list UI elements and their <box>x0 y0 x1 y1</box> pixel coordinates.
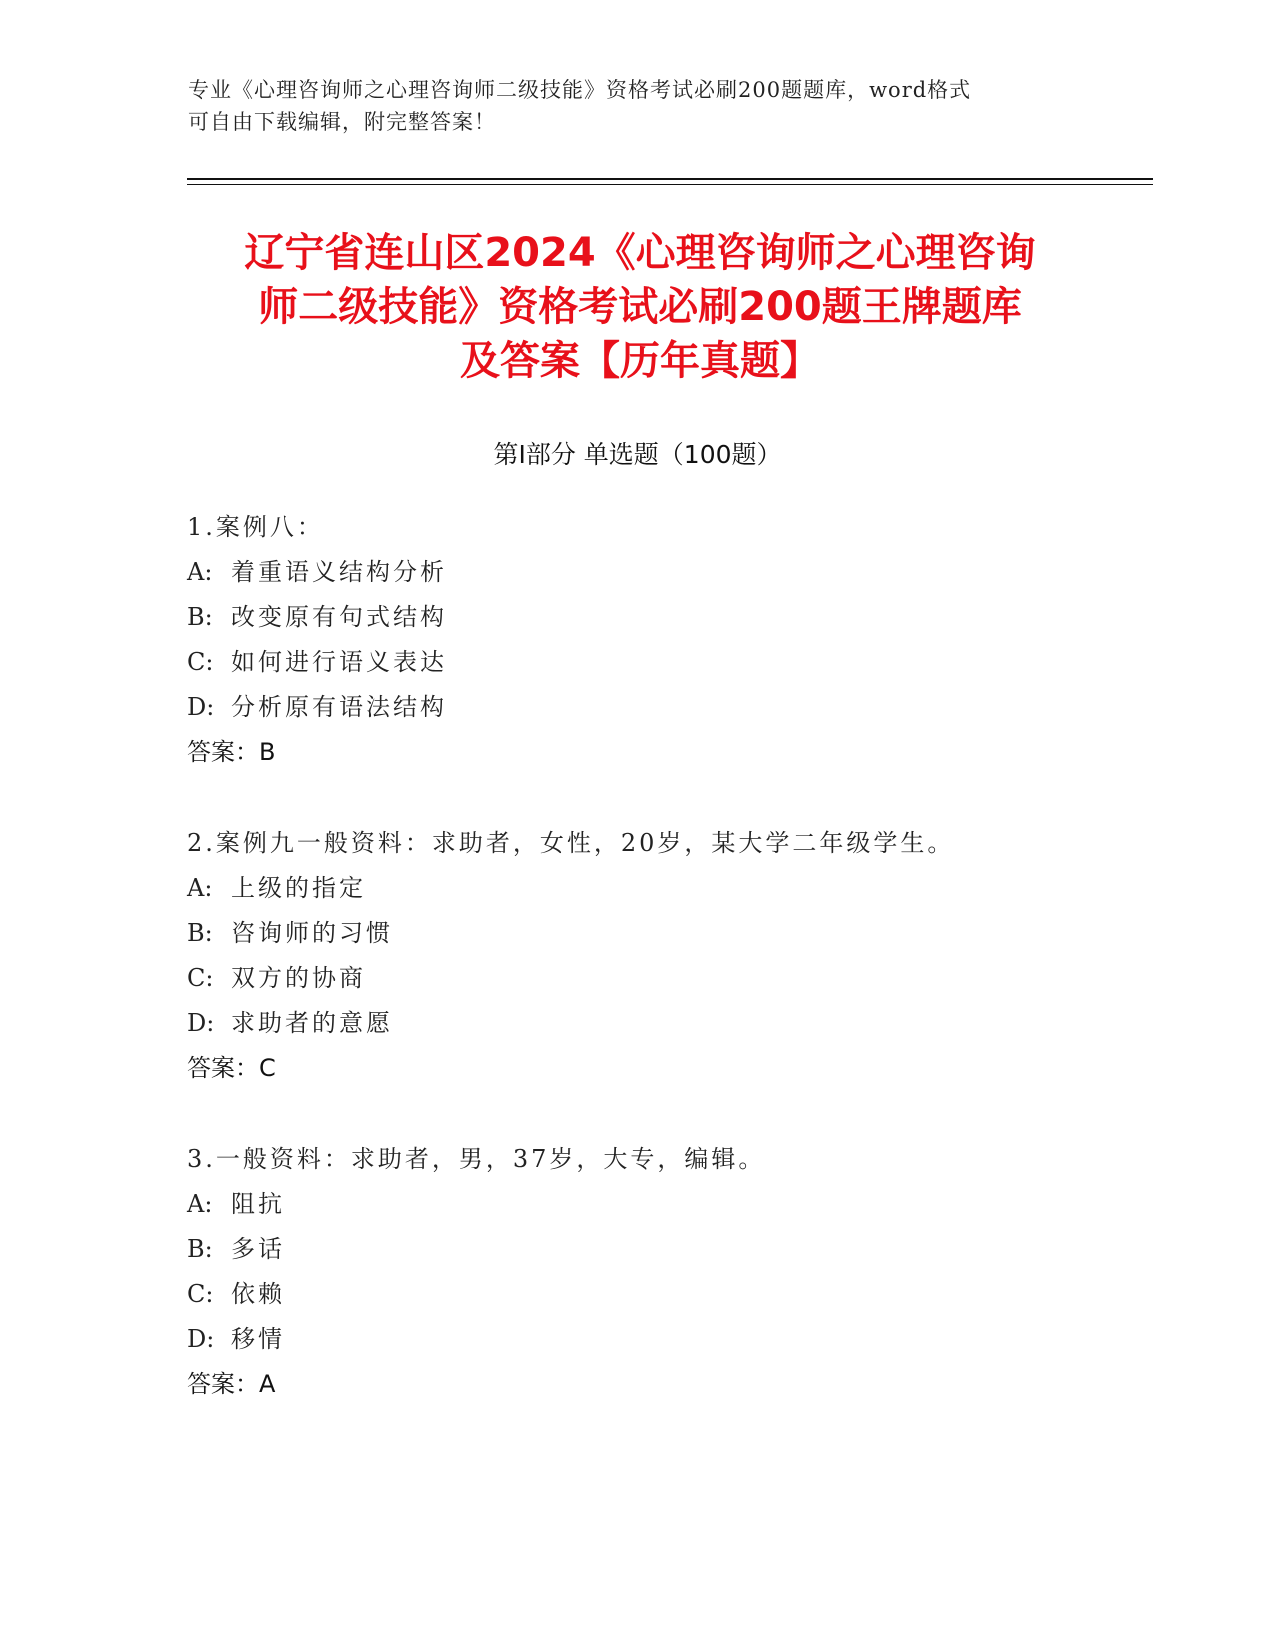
title-line3: 及答案【历年真题】 <box>460 338 820 384</box>
option-text: 上级的指定 <box>231 874 366 902</box>
option-text: 移情 <box>231 1325 285 1353</box>
option-letter: B: <box>187 1235 213 1263</box>
option-a <box>187 1182 1147 1227</box>
option-letter: B: <box>187 603 213 631</box>
option-a <box>187 550 1147 595</box>
option-text: 改变原有句式结构 <box>231 603 447 631</box>
answer: 答案：A <box>187 1370 276 1398</box>
question-3 <box>187 1137 1147 1407</box>
option-letter: A: <box>187 558 213 586</box>
header-note-line2: 可自由下载编辑，附完整答案！ <box>188 110 496 134</box>
option-letter: A: <box>187 1190 213 1218</box>
option-text: 阻抗 <box>231 1190 285 1218</box>
title-line1: 辽宁省连山区2024《心理咨询师之心理咨询 <box>244 230 1036 276</box>
option-text: 咨询师的习惯 <box>231 919 393 947</box>
option-b <box>187 595 1147 640</box>
header-note-line1: 专业《心理咨询师之心理咨询师二级技能》资格考试必刷200题题库，word格式 <box>188 78 972 102</box>
question-2 <box>187 821 1147 1091</box>
option-letter: D: <box>187 1325 215 1353</box>
header-divider-thick <box>187 178 1153 180</box>
option-letter: D: <box>187 693 215 721</box>
option-text: 多话 <box>231 1235 285 1263</box>
title-line2: 师二级技能》资格考试必刷200题王牌题库 <box>258 284 1022 330</box>
option-letter: D: <box>187 1009 215 1037</box>
question-1 <box>187 505 1147 775</box>
option-d <box>187 1001 1147 1046</box>
option-c <box>187 956 1147 1001</box>
option-letter: A: <box>187 874 213 902</box>
option-text: 双方的协商 <box>231 964 366 992</box>
option-letter: C: <box>187 964 214 992</box>
option-text: 着重语义结构分析 <box>231 558 447 586</box>
option-text: 依赖 <box>231 1280 285 1308</box>
document-title <box>170 226 1110 388</box>
question-stem: 1.案例八： <box>187 513 324 541</box>
option-d <box>187 685 1147 730</box>
option-c <box>187 1272 1147 1317</box>
option-c <box>187 640 1147 685</box>
option-text: 分析原有语法结构 <box>231 693 447 721</box>
question-stem: 3.一般资料：求助者，男，37岁，大专，编辑。 <box>187 1145 766 1173</box>
answer: 答案：B <box>187 738 276 766</box>
option-letter: C: <box>187 648 214 676</box>
option-text: 如何进行语义表达 <box>231 648 447 676</box>
option-d <box>187 1317 1147 1362</box>
option-text: 求助者的意愿 <box>231 1009 393 1037</box>
header-note <box>188 74 1088 138</box>
section-heading: 第Ⅰ部分 单选题（100题） <box>493 440 782 469</box>
header-divider-thin <box>187 184 1153 185</box>
option-a <box>187 866 1147 911</box>
question-stem: 2.案例九一般资料：求助者，女性，20岁，某大学二年级学生。 <box>187 829 955 857</box>
answer: 答案：C <box>187 1054 276 1082</box>
option-letter: C: <box>187 1280 214 1308</box>
option-letter: B: <box>187 919 213 947</box>
option-b <box>187 1227 1147 1272</box>
option-b <box>187 911 1147 956</box>
